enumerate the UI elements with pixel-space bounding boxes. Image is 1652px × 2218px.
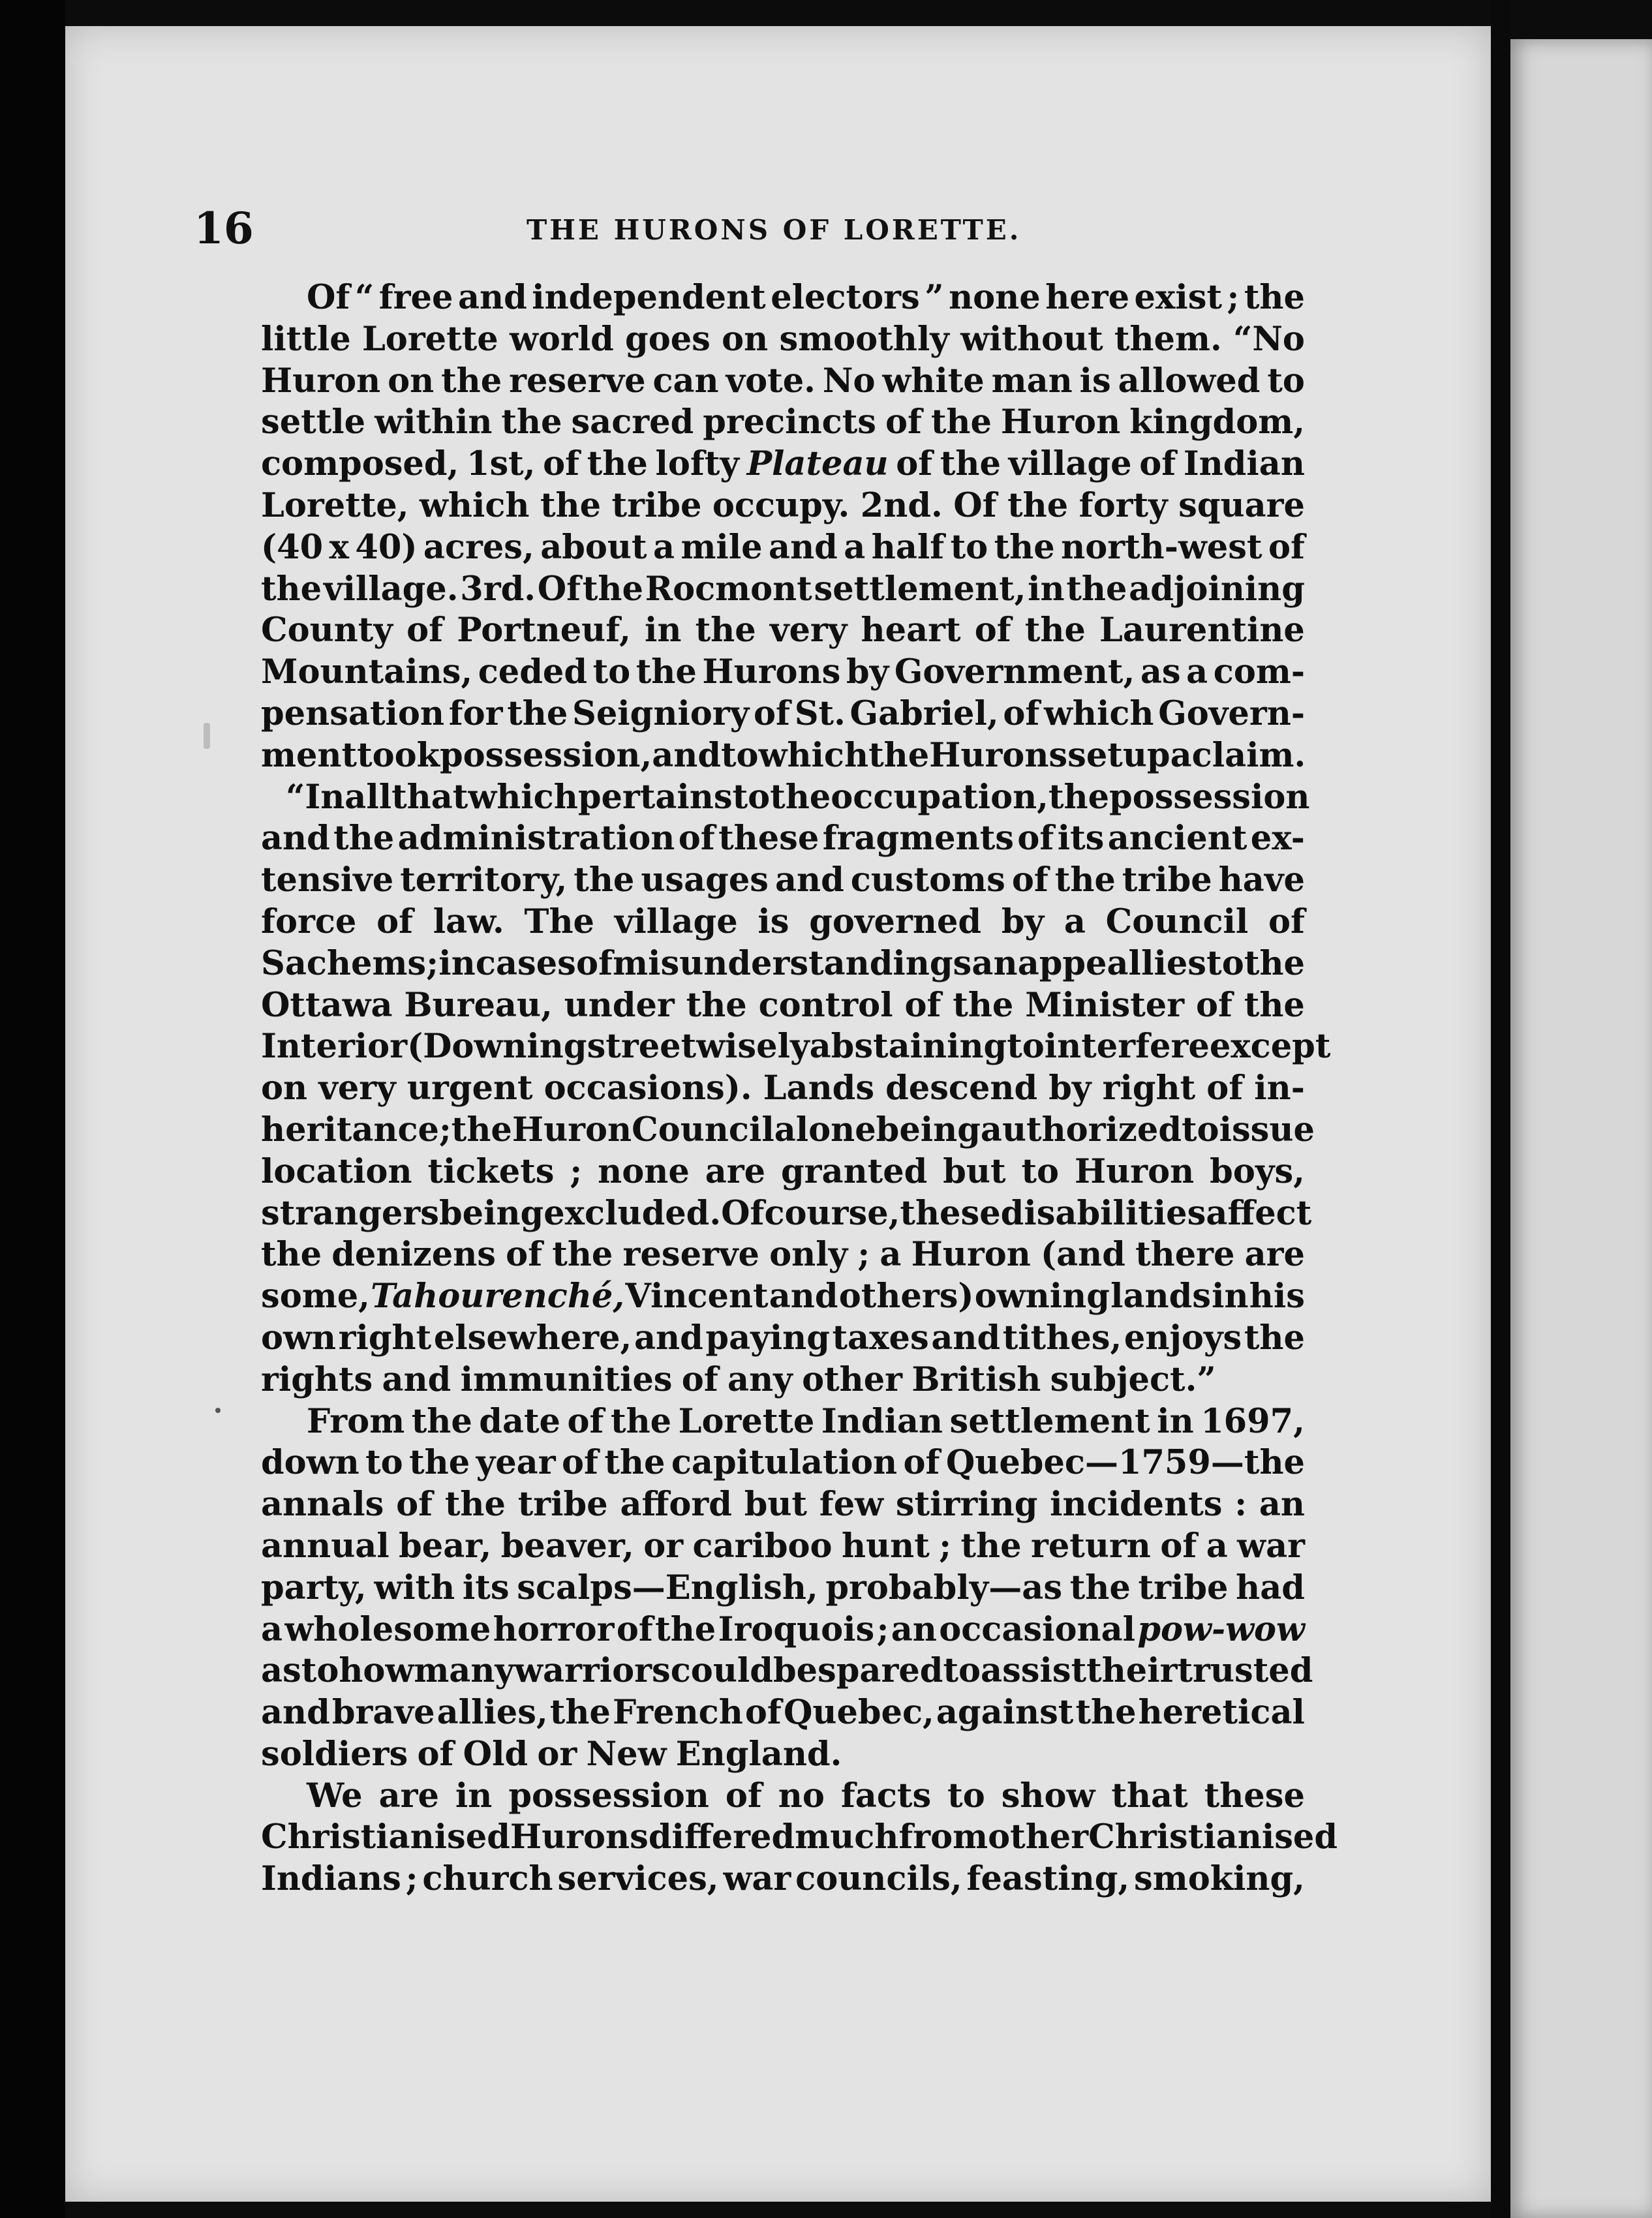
text-line: tensive territory, the usages and customs of the tribe have [261,860,1305,900]
text-line: ment took possession, and to which the Hurons set up a claim. [261,735,1306,775]
text-line: Lorette, which the tribe occupy. 2nd. Of the forty square [261,485,1305,525]
scan-border-left [0,0,65,2218]
text-line: Indians ; church services, war councils, feasting, smoking, [261,1859,1305,1899]
text-line: force of law. The village is governed by a Council of [261,902,1305,941]
text-line: From the date of the Lorette Indian settlement in 1697, [307,1401,1305,1441]
text-line: “ In all that which pertains to the occupation, the possession [286,777,1310,817]
scan-speck [215,1408,221,1413]
text-line: and brave allies, the French of Quebec, against the heretical [261,1693,1305,1733]
text-line: Mountains, ceded to the Hurons by Government, as a com- [261,652,1305,692]
text-line: heritance ; the Huron Council alone being authorized to issue [261,1110,1315,1149]
page-gutter [1491,0,1510,2218]
text-line: party, with its scalps—English, probably—as the tribe had [261,1568,1305,1607]
text-line: location tickets ; none are granted but to Huron boys, [261,1151,1305,1191]
text-line: the village. 3rd. Of the Rocmont settlement, in the adjoining [261,569,1305,609]
scan-speck [204,723,210,749]
text-line: (40 x 40) acres, about a mile and a half to the north-west of [261,527,1305,567]
text-line: Of “ free and independent electors ” none here exist ; the [307,278,1305,317]
text-line: settle within the sacred precincts of the Huron kingdom, [261,403,1305,442]
text-line: down to the year of the capitulation of Quebec—1759—the [261,1443,1305,1483]
running-head [194,203,1303,254]
text-line: We are in possession of no facts to show that these [307,1776,1305,1815]
text-line: and the administration of these fragments of its ancient ex- [261,819,1305,858]
text-line: annals of the tribe afford but few stirring incidents : an [261,1485,1305,1525]
text-line: some, Tahourenché, Vincent and others) owning lands in his [261,1277,1305,1316]
text-line: County of Portneuf, in the very heart of the Laurentine [261,611,1305,650]
text-line: little Lorette world goes on smoothly without them. “No [261,319,1305,359]
text-line: the denizens of the reserve only ; a Huron (and there are [261,1235,1305,1275]
text-line: rights and immunities of any other British subject.” [261,1360,1216,1399]
text-line: Huron on the reserve can vote. No white man is allowed to [261,361,1305,401]
text-line: soldiers of Old or New England. [261,1734,842,1774]
adjacent-page-edge [1510,39,1652,2218]
text-line: on very urgent occasions). Lands descend by right of in- [261,1069,1305,1108]
running-title: THE HURONS OF LORETTE. [527,214,1022,246]
text-line: own right elsewhere, and paying taxes and tithes, enjoys the [261,1318,1305,1358]
text-line: a wholesome horror of the Iroquois ; an occasional pow-wow [261,1609,1305,1649]
text-line: as to how many warriors could be spared to assist their trusted [261,1651,1313,1691]
text-line: composed, 1st, of the lofty Plateau of the village of Indian [261,444,1305,484]
text-line: Ottawa Bureau, under the control of the Minister of the [261,985,1305,1025]
text-line: Christianised Hurons differed much from other Christianised [261,1817,1338,1857]
text-line: annual bear, beaver, or cariboo hunt ; the return of a war [261,1526,1305,1566]
body-text [261,277,1338,1900]
text-line: Sachems ; in cases of misunderstandings an appeal lies to the [261,943,1305,983]
page-number: 16 [194,203,254,254]
text-line: strangers being excluded. Of course, these disabilities affect [261,1193,1312,1233]
text-line: Interior (Downing street wisely abstaining to interfere except [261,1027,1331,1067]
text-line: pensation for the Seigniory of St. Gabriel, of which Govern- [261,693,1305,733]
